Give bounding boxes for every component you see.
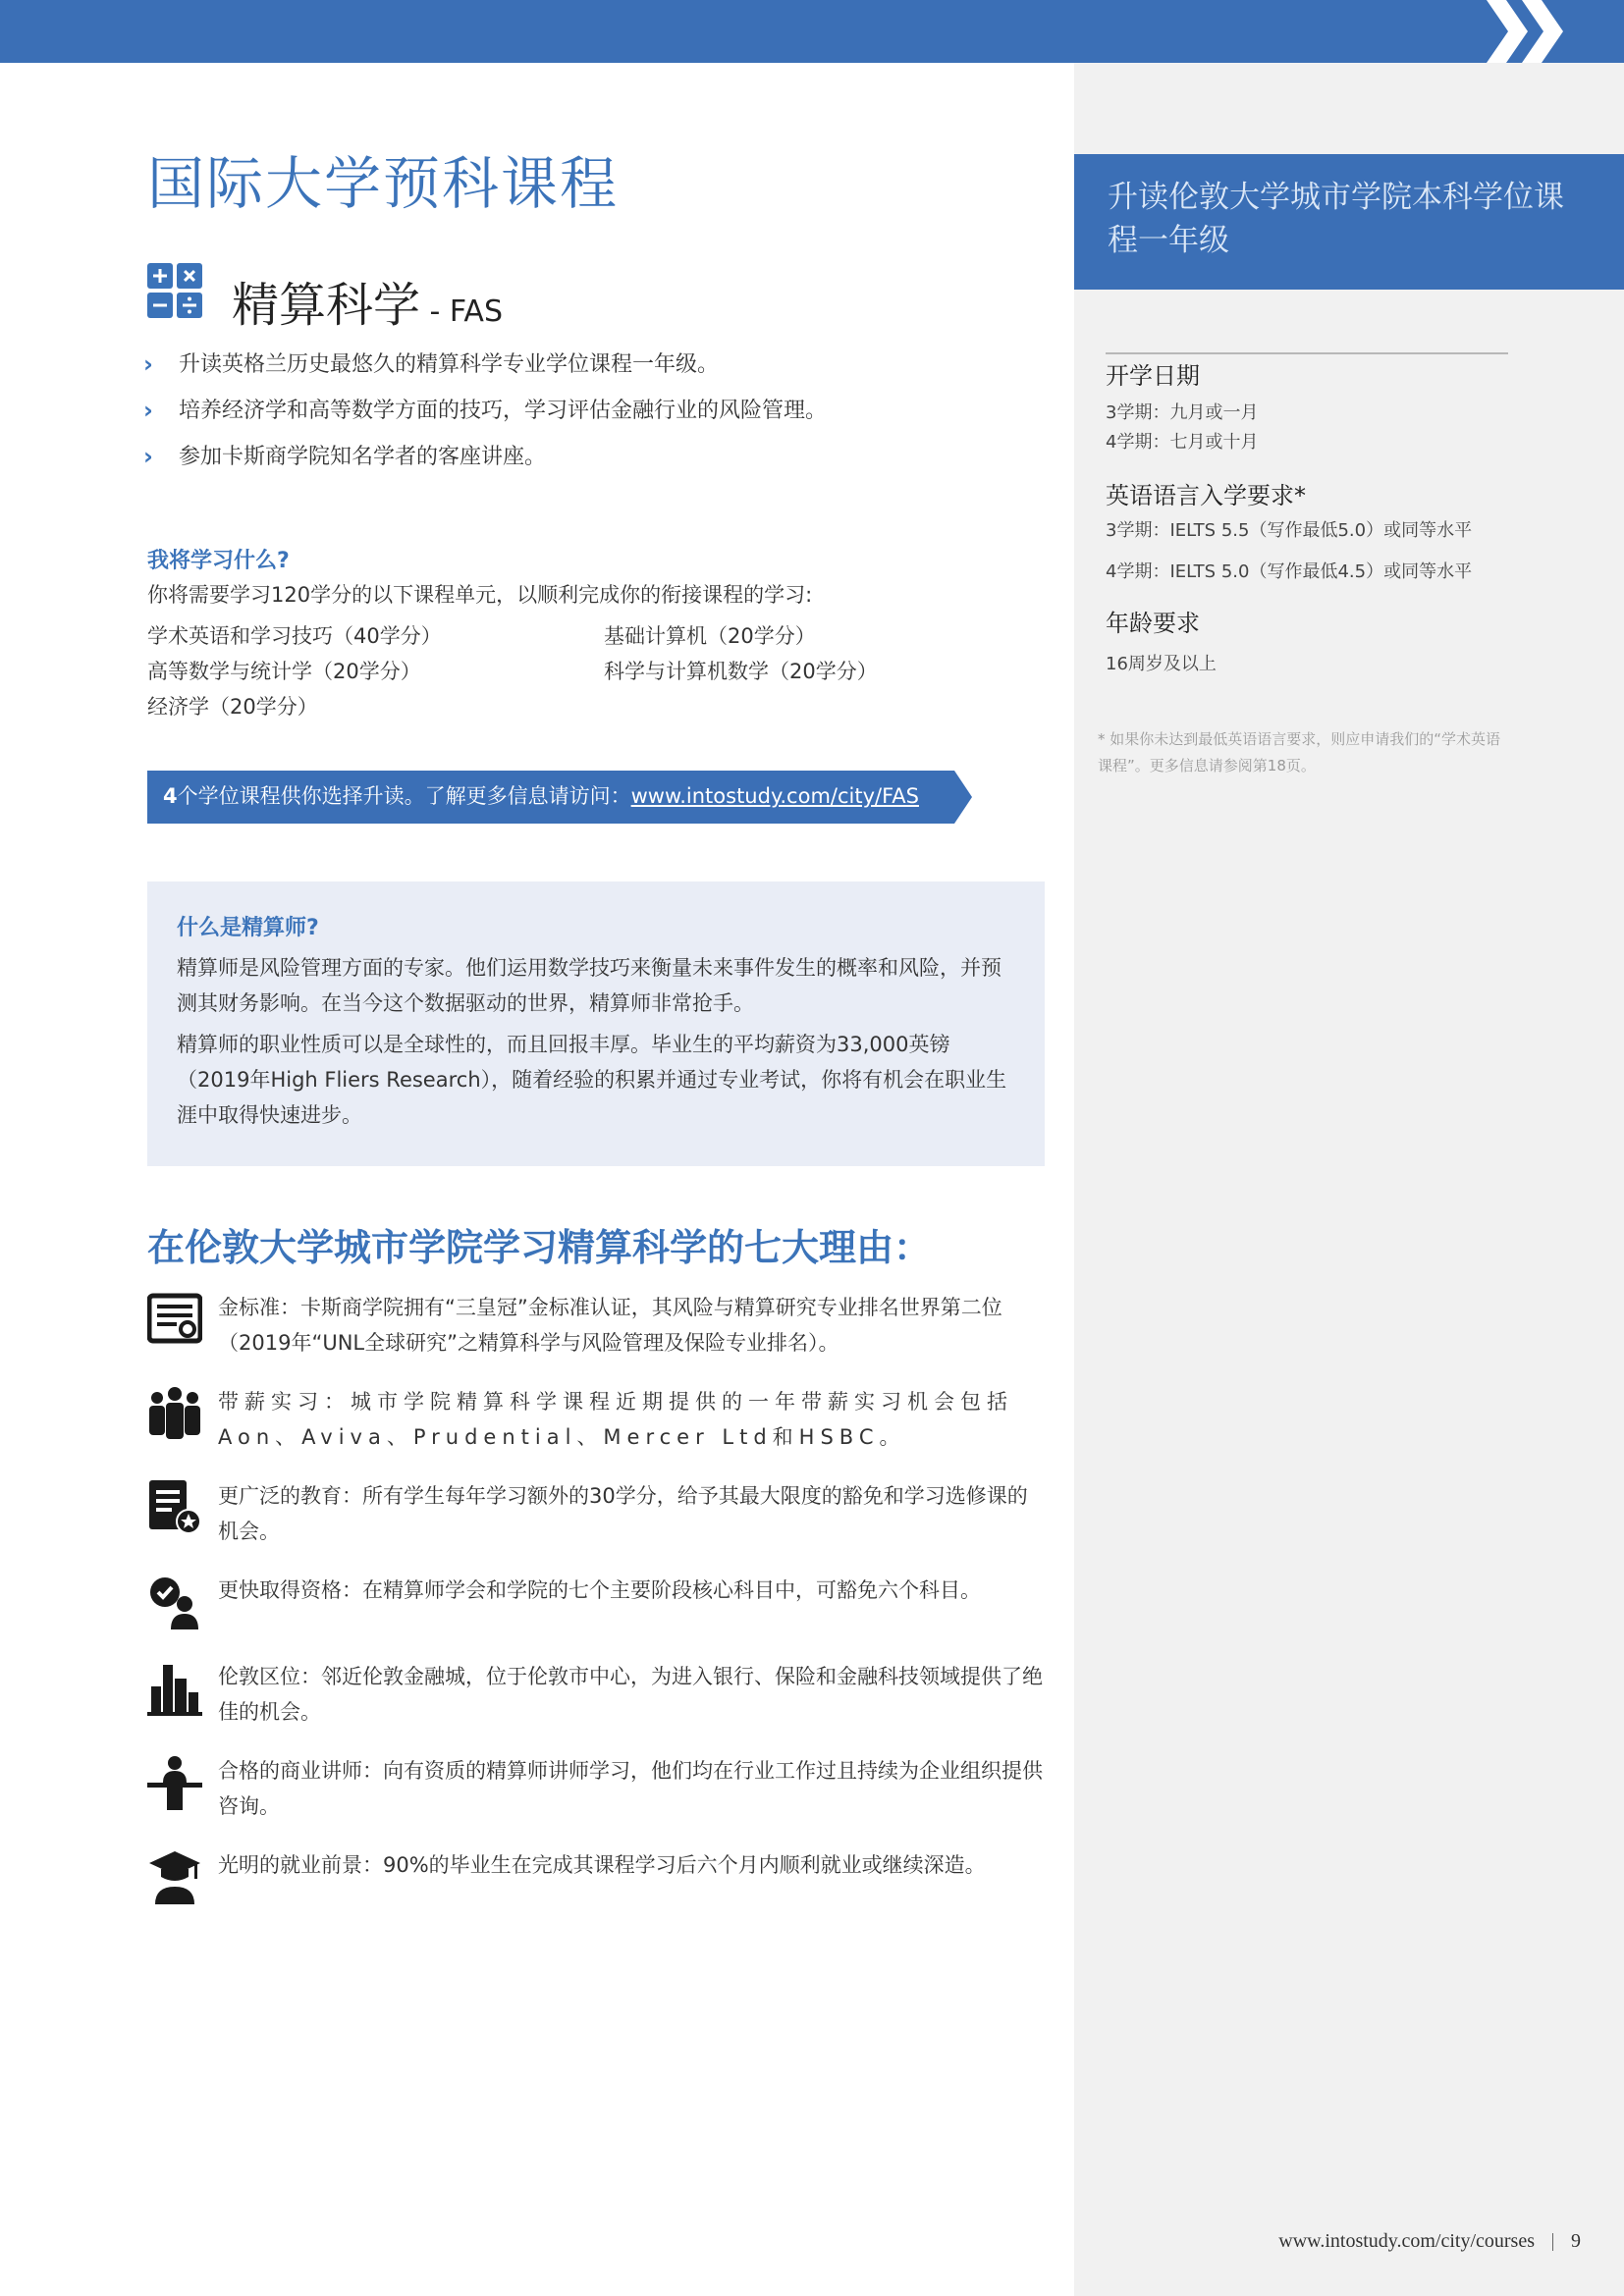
subject-title: [232, 267, 503, 335]
reason-text: 金标准：卡斯商学院拥有“三皇冠”金标准认证，其风险与精算研究专业排名世界第二位（2019年“UNL全球研究”之精算科学与风险管理及保险专业排名）。: [218, 1296, 1002, 1355]
info-paragraph: 精算师的职业性质可以是全球性的，而且回报丰厚。毕业生的平均薪资为33,000英镑（2019年High Fliers Research），随着经验的积累并通过专业考试，你将有机会在职业生涯中取得快速进步。: [177, 1033, 1007, 1127]
certificate-icon: [147, 1292, 202, 1347]
reason-text: 更快取得资格：在精算师学会和学院的七个主要阶段核心科目中，可豁免六个科目。: [218, 1578, 981, 1602]
list-item-text: 参加卡斯商学院知名学者的客座讲座。: [179, 445, 547, 469]
top-banner: [0, 0, 1624, 63]
sidebar-divider: [1106, 352, 1508, 354]
info-paragraph: 精算师是风险管理方面的专家。他们运用数学技巧来衡量未来事件发生的概率和风险，并预测其财务影响。在当今这个数据驱动的世界，精算师非常抢手。: [177, 956, 1001, 1015]
module-item: 基础计算机（20学分）: [604, 624, 816, 648]
learn-heading: 我将学习什么?: [147, 549, 290, 573]
people-group-icon: [147, 1386, 202, 1441]
footer-url[interactable]: www.intostudy.com/city/courses: [1278, 2230, 1535, 2252]
module-item: 高等数学与统计学（20学分）: [147, 660, 421, 683]
page-number: 9: [1571, 2230, 1581, 2252]
reasons-title: 在伦敦大学城市学院学习精算科学的七大理由：: [147, 1226, 932, 1269]
module-item: 学术英语和学习技巧（40学分）: [147, 624, 442, 648]
reason-text: 带薪实习：城市学院精算科学课程近期提供的一年带薪实习机会包括Aon、Aviva、Prudential、Mercer Ltd和HSBC。: [218, 1390, 1013, 1449]
graduate-icon: [147, 1849, 202, 1904]
chevron-right-icon: ›: [143, 350, 153, 378]
sidebar-banner: 升读伦敦大学城市学院本科学位课程一年级: [1074, 154, 1624, 290]
start-date-heading: 开学日期: [1106, 362, 1200, 390]
list-item: [143, 342, 1027, 388]
english-requirement-heading: 英语语言入学要求*: [1106, 482, 1306, 509]
subject-name: 精算科学: [232, 278, 421, 333]
list-item: [143, 434, 1027, 480]
info-heading: 什么是精算师?: [177, 916, 319, 940]
module-item: 经济学（20学分）: [147, 695, 318, 719]
english-requirement-line: 4学期：IELTS 5.0（写作最低4.5）或同等水平: [1106, 561, 1473, 582]
chevron-right-icon: ›: [143, 443, 153, 470]
reason-text: 光明的就业前景：90%的毕业生在完成其课程学习后六个月内顺利就业或继续深造。: [218, 1853, 986, 1877]
cta-number: 4: [163, 784, 178, 808]
age-requirement-heading: 年龄要求: [1106, 610, 1200, 637]
reason-text: 合格的商业讲师：向有资质的精算师讲师学习，他们均在行业工作过且持续为企业组织提供咨询。: [218, 1759, 1043, 1818]
reason-text: 更广泛的教育：所有学生每年学习额外的30学分，给予其最大限度的豁免和学习选修课的机会。: [218, 1484, 1028, 1543]
calculator-icon: [147, 263, 202, 318]
english-requirement-section: [1106, 479, 1508, 587]
city-skyline-icon: [147, 1661, 202, 1716]
page-footer: [1278, 2230, 1581, 2253]
start-date-line: 3学期：九月或一月: [1106, 402, 1259, 423]
reason-item: [147, 1478, 1045, 1557]
english-requirement-line: 3学期：IELTS 5.5（写作最低5.0）或同等水平: [1106, 520, 1473, 541]
document-award-icon: [147, 1480, 202, 1535]
reason-item: [147, 1847, 1045, 1926]
qualified-person-icon: [147, 1575, 202, 1629]
list-item-text: 培养经济学和高等数学方面的技巧，学习评估金融行业的风险管理。: [179, 399, 828, 423]
learn-intro: 你将需要学习120学分的以下课程单元，以顺利完成你的衔接课程的学习:: [147, 583, 813, 607]
cta-link[interactable]: www.intostudy.com/city/FAS: [630, 784, 919, 808]
age-requirement-section: [1106, 607, 1508, 679]
list-item: [143, 388, 1027, 434]
module-item: 科学与计算机数学（20学分）: [604, 660, 878, 683]
list-item-text: 升读英格兰历史最悠久的精算科学专业学位课程一年级。: [179, 352, 720, 377]
reason-text: 伦敦区位：邻近伦敦金融城，位于伦敦市中心，为进入银行、保险和金融科技领域提供了绝佳的机会。: [218, 1665, 1043, 1724]
reason-item: [147, 1384, 1045, 1463]
chevron-right-icon: ›: [143, 397, 153, 424]
reason-item: [147, 1573, 1045, 1651]
double-chevron-right-icon: [1479, 0, 1573, 63]
reason-item: [147, 1290, 1045, 1368]
footer-divider: [1552, 2233, 1553, 2251]
cta-text: [163, 779, 919, 813]
reason-item: [147, 1753, 1045, 1832]
age-requirement-line: 16周岁及以上: [1106, 654, 1217, 674]
highlights-list: [143, 342, 1027, 480]
start-date-line: 4学期：七月或十月: [1106, 432, 1259, 453]
cta-label: 个学位课程供你选择升读。了解更多信息请访问：: [177, 784, 631, 808]
sidebar-footnote: * 如果你未达到最低英语语言要求，则应申请我们的“学术英语课程”。更多信息请参阅第18页。: [1098, 730, 1501, 774]
subject-code: - FAS: [420, 294, 503, 329]
lecturer-podium-icon: [147, 1755, 202, 1810]
start-date-section: [1106, 359, 1508, 457]
actuary-info-box: [147, 881, 1045, 1166]
page-title: 国际大学预科课程: [147, 150, 620, 217]
reason-item: [147, 1659, 1045, 1737]
